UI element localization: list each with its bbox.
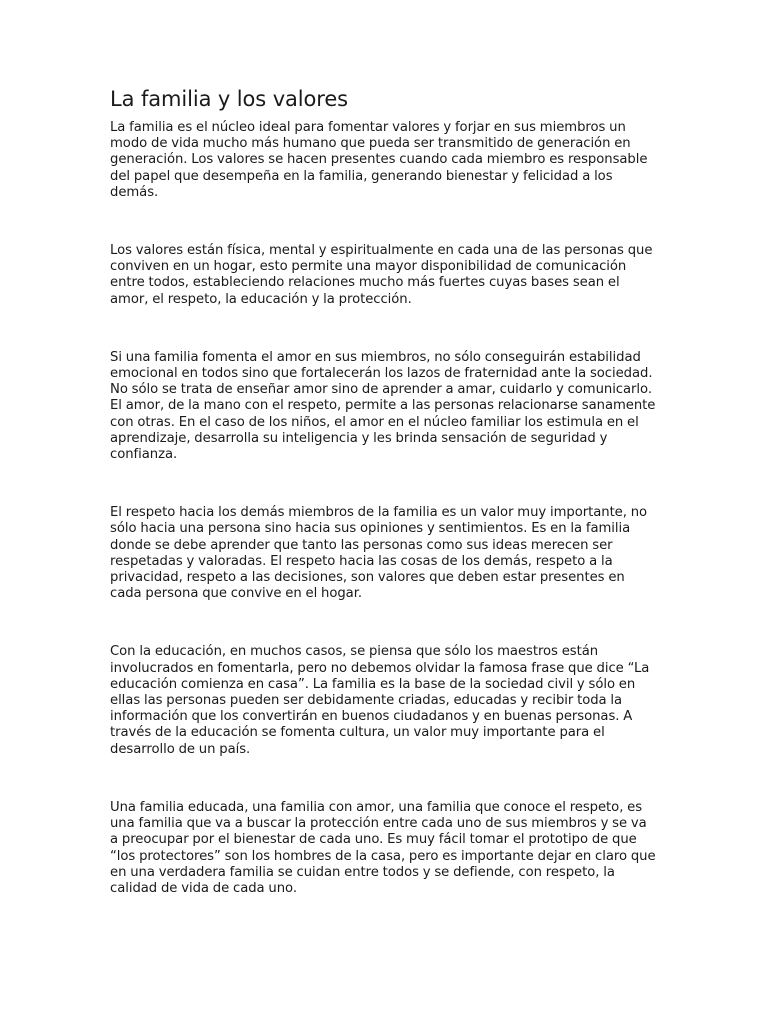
paragraph-values: Los valores están física, mental y espiritualmente en cada una de las personas que conviven en un hogar, esto permite una mayor disponibilidad de comunicación entre todos, estableciendo relaciones mucho más fuertes cuyas bases sean el amor, el respeto, la educación y la protección. (110, 243, 653, 307)
paragraph-protection: Una familia educada, una familia con amor, una familia que conoce el respeto, es una familia que va a buscar la protección entre cada uno de sus miembros y se va a preocupar por el bienestar de cada uno. Es muy fácil tomar el prototipo de que “los protectores” son los hombres de la casa, pero es importante dejar en claro que en una verdadera familia se cuidan entre todos y se defiende, con respeto, la calidad de vida de cada uno. (110, 799, 656, 896)
paragraph-education: Con la educación, en muchos casos, se piensa que sólo los maestros están involucrados en fomentarla, pero no debemos olvidar la famosa frase que dice “La educación comienza en casa”. La familia es la base de la sociedad civil y sólo en ellas las personas pueden ser debidamente criadas, educadas y recibir toda la información que los convertirán en buenos ciudadanos y en buenas personas. A través de la educación se fomenta cultura, un valor muy importante para el desarrollo de un país. (110, 644, 650, 757)
paragraph-intro: La familia es el núcleo ideal para fomentar valores y forjar en sus miembros un modo de vida mucho más humano que pueda ser transmitido de generación en generación. Los valores se hacen presentes cuando cada miembro es responsable del papel que desempeña en la familia, generando bienestar y felicidad a los demás. (110, 120, 648, 200)
document-body (110, 86, 658, 897)
paragraph-love: Si una familia fomenta el amor en sus miembros, no sólo conseguirán estabilidad emocional en todos sino que fortalecerán los lazos de fraternidad ante la sociedad. No sólo se trata de enseñar amor sino de aprender a amar, cuidarlo y comunicarlo. El amor, de la mano con el respeto, permite a las personas relacionarse sanamente con otras. En el caso de los niños, el amor en el núcleo familiar los estimula en el aprendizaje, desarrolla su inteligencia y les brinda sensación de seguridad y confianza. (110, 349, 656, 463)
document-title: La familia y los valores (110, 87, 349, 111)
paragraph-respect: El respeto hacia los demás miembros de la familia es un valor muy importante, no sólo hacia una persona sino hacia sus opiniones y sentimientos. Es en la familia donde se debe aprender que tanto las personas como sus ideas merecen ser respetadas y valoradas. El respeto hacia las cosas de los demás, respeto a la privacidad, respeto a las decisiones, son valores que deben estar presentes en cada persona que convive en el hogar. (110, 505, 648, 602)
